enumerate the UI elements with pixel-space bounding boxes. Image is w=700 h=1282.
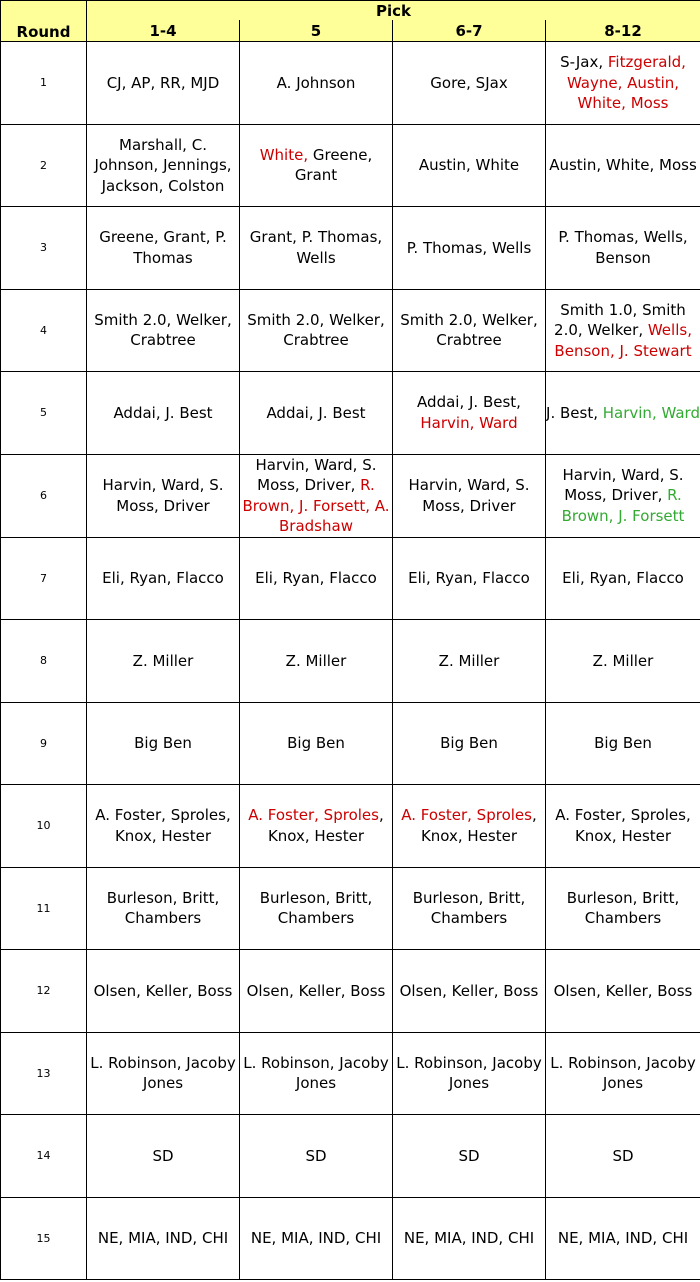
players-cell <box>546 1197 700 1280</box>
table-row <box>1 454 700 537</box>
table-row <box>1 785 700 868</box>
players-text: Big Ben <box>440 734 498 752</box>
players-cell <box>240 207 393 290</box>
round-number: 5 <box>1 372 87 455</box>
players-cell <box>546 207 700 290</box>
players-cell <box>240 620 393 703</box>
table-row <box>1 702 700 785</box>
players-cell <box>393 1115 546 1198</box>
players-text: Addai, J. Best <box>266 403 366 422</box>
players-text: Olsen, Keller, Boss <box>553 981 693 1000</box>
players-text: Olsen, Keller, Boss <box>246 981 386 1000</box>
highlighted-players-red: Wells, Benson, J. Stewart <box>554 321 692 360</box>
pick-column-header: 6-7 <box>393 20 546 42</box>
players-text: Burleson, Britt, Chambers <box>106 888 220 928</box>
players-text: SD <box>305 1146 327 1165</box>
round-number: 7 <box>1 537 87 620</box>
players-cell <box>240 950 393 1033</box>
players-cell <box>240 785 393 868</box>
players-text: L. Robinson, Jacoby Jones <box>550 1053 696 1093</box>
players-text: A. Foster, Sproles, Knox, Hester <box>95 806 231 845</box>
players-cell <box>393 1197 546 1280</box>
players-text: Burleson, Britt, Chambers <box>259 888 373 928</box>
players-cell <box>240 289 393 372</box>
players-text: Big Ben <box>287 734 345 752</box>
players-text: Harvin, Ward, S. Moss, Driver, <box>562 465 684 505</box>
round-number: 9 <box>1 702 87 785</box>
pick-header: Pick <box>87 1 700 21</box>
players-cell <box>240 124 393 207</box>
highlighted-players-red: Fitzgerald, Wayne, Austin, White, Moss <box>566 53 686 112</box>
round-header: Round <box>1 20 87 42</box>
players-text: Olsen, Keller, Boss <box>399 981 539 1000</box>
players-cell <box>393 950 546 1033</box>
round-number: 4 <box>1 289 87 372</box>
players-cell <box>546 1032 700 1115</box>
players-cell <box>393 620 546 703</box>
players-text: Harvin, Ward, S. Moss, Driver <box>102 476 224 515</box>
players-text: Smith 1.0, Smith 2.0, Welker, <box>554 300 686 339</box>
table-row <box>1 1032 700 1115</box>
players-text: Smith 2.0, Welker, Crabtree <box>400 310 538 350</box>
players-cell <box>546 454 700 537</box>
players-text: Z. Miller <box>285 651 347 670</box>
players-cell <box>546 372 700 455</box>
players-cell <box>240 454 393 537</box>
players-cell <box>546 1115 700 1198</box>
players-text: P. Thomas, Wells, Benson <box>558 228 688 267</box>
players-text: SD <box>458 1146 480 1165</box>
table-row <box>1 372 700 455</box>
players-text: Harvin, Ward, S. Moss, Driver, <box>255 455 377 494</box>
players-cell <box>87 289 240 372</box>
highlighted-players-red: A. Foster, Sproles <box>401 806 532 825</box>
players-cell <box>240 1197 393 1280</box>
players-cell <box>87 620 240 703</box>
players-text: Burleson, Britt, Chambers <box>566 888 680 928</box>
players-text: Burleson, Britt, Chambers <box>412 888 526 928</box>
players-cell <box>240 372 393 455</box>
highlighted-players-red: A. Foster, Sproles <box>248 806 379 825</box>
round-number: 15 <box>1 1197 87 1280</box>
players-cell <box>87 1197 240 1280</box>
players-text: Addai, J. Best, <box>417 393 521 412</box>
players-cell <box>87 207 240 290</box>
players-cell <box>546 42 700 125</box>
players-cell <box>393 537 546 620</box>
players-cell <box>393 454 546 537</box>
round-number: 14 <box>1 1115 87 1198</box>
table-row <box>1 537 700 620</box>
players-text: Austin, White, Moss <box>549 156 697 174</box>
players-text: NE, MIA, IND, CHI <box>403 1229 535 1247</box>
table-row <box>1 950 700 1033</box>
players-text: Z. Miller <box>592 651 654 670</box>
round-number: 2 <box>1 124 87 207</box>
players-text: L. Robinson, Jacoby Jones <box>243 1053 389 1093</box>
players-text: Eli, Ryan, Flacco <box>562 569 684 587</box>
table-row <box>1 1115 700 1198</box>
table-row <box>1 207 700 290</box>
players-text: NE, MIA, IND, CHI <box>97 1229 229 1247</box>
players-text: J. Best, <box>546 403 603 422</box>
table-row <box>1 124 700 207</box>
players-text: SD <box>612 1146 634 1165</box>
table-row <box>1 289 700 372</box>
pick-column-header: 5 <box>240 20 393 42</box>
players-text: Gore, SJax <box>430 73 508 92</box>
players-cell <box>393 372 546 455</box>
highlighted-players-green: R. Brown, J. Forsett <box>561 486 685 525</box>
players-text: S-Jax, <box>560 53 608 71</box>
players-text: A. Johnson <box>276 73 356 92</box>
players-text: A. Foster, Sproles, Knox, Hester <box>555 806 691 845</box>
players-cell <box>240 702 393 785</box>
players-text: Big Ben <box>594 734 652 752</box>
players-text: NE, MIA, IND, CHI <box>557 1229 689 1247</box>
players-cell <box>87 537 240 620</box>
highlighted-players-red: White, <box>259 145 313 164</box>
round-number: 1 <box>1 42 87 125</box>
players-text: Marshall, C. Johnson, Jennings, Jackson, Colston <box>94 135 232 195</box>
players-cell <box>393 42 546 125</box>
players-cell <box>546 124 700 207</box>
players-text: CJ, AP, RR, MJD <box>106 73 220 92</box>
players-cell <box>393 1032 546 1115</box>
round-number: 11 <box>1 867 87 950</box>
table-body <box>1 42 700 1280</box>
players-text: Z. Miller <box>132 651 194 670</box>
table-row <box>1 1197 700 1280</box>
players-text: L. Robinson, Jacoby Jones <box>396 1053 542 1093</box>
table-row <box>1 620 700 703</box>
players-text: Smith 2.0, Welker, Crabtree <box>94 310 232 350</box>
players-cell <box>87 372 240 455</box>
players-cell <box>87 42 240 125</box>
players-cell <box>87 702 240 785</box>
round-number: 13 <box>1 1032 87 1115</box>
players-text: Greene, Grant, P. Thomas <box>99 228 227 267</box>
round-header-spacer <box>1 1 87 21</box>
players-cell <box>87 785 240 868</box>
players-cell <box>87 1115 240 1198</box>
players-cell <box>546 537 700 620</box>
players-text: Olsen, Keller, Boss <box>93 981 233 1000</box>
players-cell <box>393 289 546 372</box>
players-cell <box>240 867 393 950</box>
players-text: , Knox, Hester <box>267 806 384 845</box>
round-number: 10 <box>1 785 87 868</box>
players-text: Eli, Ryan, Flacco <box>255 569 377 587</box>
table-row <box>1 867 700 950</box>
players-cell <box>546 950 700 1033</box>
players-text: Smith 2.0, Welker, Crabtree <box>247 310 385 350</box>
pick-column-header: 8-12 <box>546 20 700 42</box>
highlighted-players-red: R. Brown, J. Forsett, A. Bradshaw <box>242 476 390 535</box>
players-cell <box>393 124 546 207</box>
table-header <box>1 1 700 42</box>
players-cell <box>393 702 546 785</box>
players-text: NE, MIA, IND, CHI <box>250 1229 382 1247</box>
players-cell <box>240 537 393 620</box>
players-cell <box>87 124 240 207</box>
players-text: Greene, Grant <box>294 145 373 185</box>
players-text: L. Robinson, Jacoby Jones <box>90 1053 236 1093</box>
players-text: Harvin, Ward, S. Moss, Driver <box>408 476 530 515</box>
players-text: , Knox, Hester <box>420 806 537 845</box>
highlighted-players-green: Harvin, Ward <box>602 403 700 422</box>
players-cell <box>546 867 700 950</box>
round-number: 8 <box>1 620 87 703</box>
players-cell <box>87 867 240 950</box>
players-cell <box>240 42 393 125</box>
players-text: Big Ben <box>134 734 192 752</box>
players-cell <box>393 785 546 868</box>
round-number: 6 <box>1 454 87 537</box>
players-text: Z. Miller <box>438 651 500 670</box>
players-cell <box>546 785 700 868</box>
players-text: Eli, Ryan, Flacco <box>408 569 530 587</box>
players-text: Austin, White <box>418 156 520 174</box>
players-cell <box>546 702 700 785</box>
table-row <box>1 42 700 125</box>
players-text: SD <box>152 1146 174 1165</box>
players-cell <box>87 950 240 1033</box>
players-cell <box>546 620 700 703</box>
highlighted-players-red: Harvin, Ward <box>420 413 518 432</box>
players-text: Addai, J. Best <box>113 403 213 422</box>
round-number: 3 <box>1 207 87 290</box>
round-number: 12 <box>1 950 87 1033</box>
players-cell <box>240 1115 393 1198</box>
players-cell <box>393 867 546 950</box>
pick-column-header: 1-4 <box>87 20 240 42</box>
players-cell <box>87 454 240 537</box>
players-text: Eli, Ryan, Flacco <box>102 569 224 587</box>
players-cell <box>393 207 546 290</box>
players-cell <box>240 1032 393 1115</box>
players-text: P. Thomas, Wells <box>406 238 532 257</box>
players-cell <box>87 1032 240 1115</box>
players-cell <box>546 289 700 372</box>
players-text: Grant, P. Thomas, Wells <box>249 228 383 267</box>
